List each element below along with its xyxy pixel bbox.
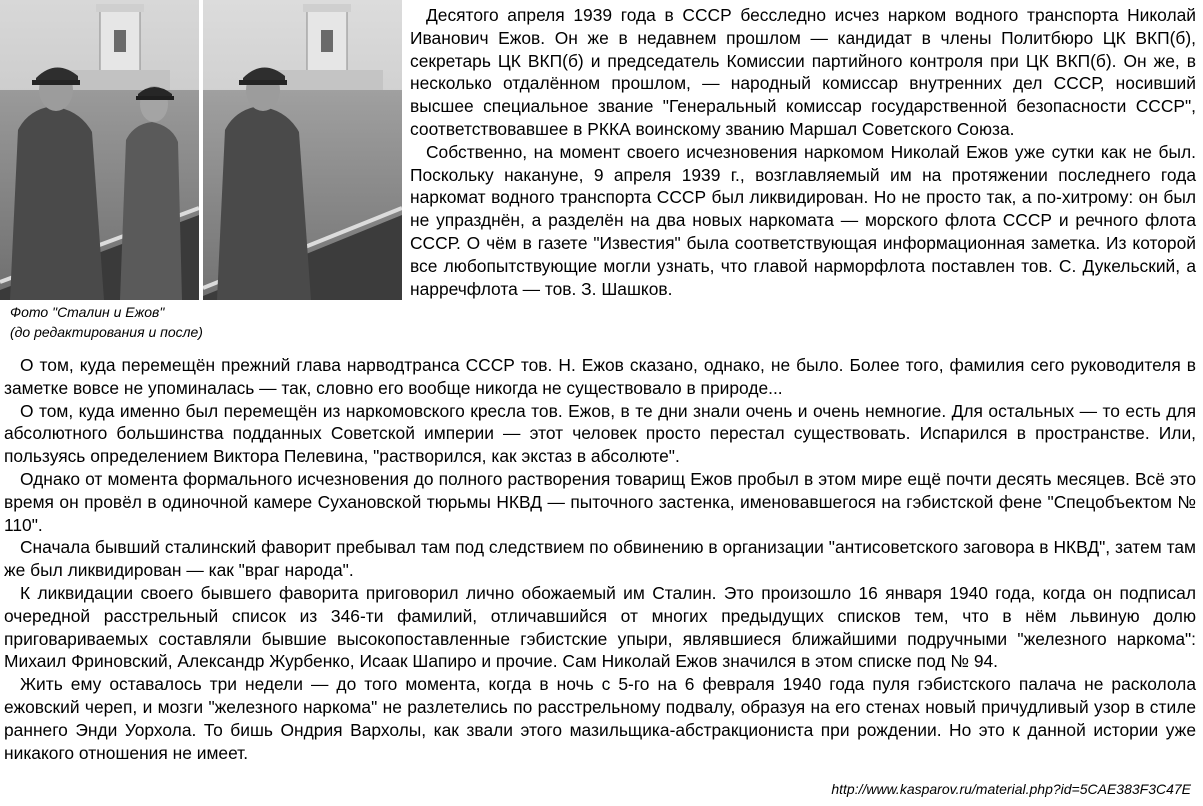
photo-caption <box>10 302 203 342</box>
article-intro <box>410 4 1196 300</box>
paragraph: Однако от момента формального исчезновения до полного растворения товарищ Ежов пробыл в этом мире ещё почти десять месяцев. Всё это время он провёл в одиночной камере Сухановской тюрьмы НКВД — пыточного застенка, именовавшегося на гэбистской фене "Спецобъектом № 110". <box>4 468 1196 535</box>
photo-comparison <box>0 0 402 300</box>
source-url: http://www.kasparov.ru/material.php?id=5CAE383F3C47E <box>831 781 1191 797</box>
paragraph: Жить ему оставалось три недели — до того момента, когда в ночь с 5-го на 6 февраля 1940 года пуля гэбистского палача не расколола ежовский череп, и мозги "железного наркома" не разлетелись по расстрельному подвалу, образуя на его стенах новый причудливый узор в стиле раннего Энди Уорхола. То бишь Ондрия Вархолы, как звали этого мазильщика-абстракциониста при рождении. Но это к данной истории уже никакого отношения не имеет. <box>4 674 1196 763</box>
paragraph: К ликвидации своего бывшего фаворита приговорил лично обожаемый им Сталин. Это произошло 16 января 1940 года, когда он подписал очередной расстрельный список из 346-ти фамилий, отличавшийся от многих предыдущих списков тем, что в нём львиную долю приговариваемых составляли бывшие высокопоставленные гэбистские упыри, являвшиеся ближайшими подручными "железного наркома": Михаил Фриновский, Александр Журбенко, Исаак Шапиро и прочие. Сам Николай Ежов значился в этом списке под № 94. <box>4 582 1196 672</box>
paragraph: Десятого апреля 1939 года в СССР бесследно исчез нарком водного транспорта Николай Иванович Ежов. Он же в недавнем прошлом — кандидат в члены Политбюро ЦК ВКП(б), секретарь ЦК ВКП(б) и председатель Комиссии партийного контроля при ЦК ВКП(б). Он же, в несколько отдалённом прошлом, — народный комиссар внутренних дел СССР, носивший высшее специальное звание "Генеральный комиссар государственной безопасности СССР", соответствовавшее в РККА воинскому званию Маршал Советского Союза. <box>410 5 1196 139</box>
paragraph: Сначала бывший сталинский фаворит пребывал там под следствием по обвинению в организации "антисоветского заговора в НКВД", затем там же был ликвидирован — как "враг народа". <box>4 537 1196 581</box>
photo-after-edit <box>203 0 402 300</box>
paragraph: Собственно, на момент своего исчезновения наркомом Николай Ежов уже сутки как не был. Поскольку накануне, 9 апреля 1939 г., возглавляемый им на протяжении последнего года наркомат водного транспорта СССР был ликвидирован. Но не просто так, а по-хитрому: он был не упразднён, а разделён на два новых наркомата — морского флота СССР и речного флота СССР. О чём в газете "Известия" была соответствующая информационная заметка. Из которой все любопытствующие могли узнать, что главой нарморфлота поставлен тов. С. Дукельский, а нарречфлота — тов. З. Шашков. <box>410 141 1196 299</box>
caption-title: Фото "Сталин и Ежов" <box>10 304 165 320</box>
photo-before-edit <box>0 0 199 300</box>
paragraph: О том, куда именно был перемещён из наркомовского кресла тов. Ежов, в те дни знали очень и очень немногие. Для остальных — то есть для абсолютного большинства подданных Советской империи — этот человек просто перестал существовать. Испарился в пространстве. Или, пользуясь определением Виктора Пелевина, "растворился, как экстаз в абсолюте". <box>4 400 1196 467</box>
article-body <box>4 354 1196 764</box>
paragraph: О том, куда перемещён прежний глава нарводтранса СССР тов. Н. Ежов сказано, однако, не было. Более того, фамилия сего руководителя в заметке вовсе не упоминалась — так, словно его вообще никогда не существовало в природе... <box>4 355 1196 398</box>
caption-subtitle: (до редактирования и после) <box>10 324 203 340</box>
